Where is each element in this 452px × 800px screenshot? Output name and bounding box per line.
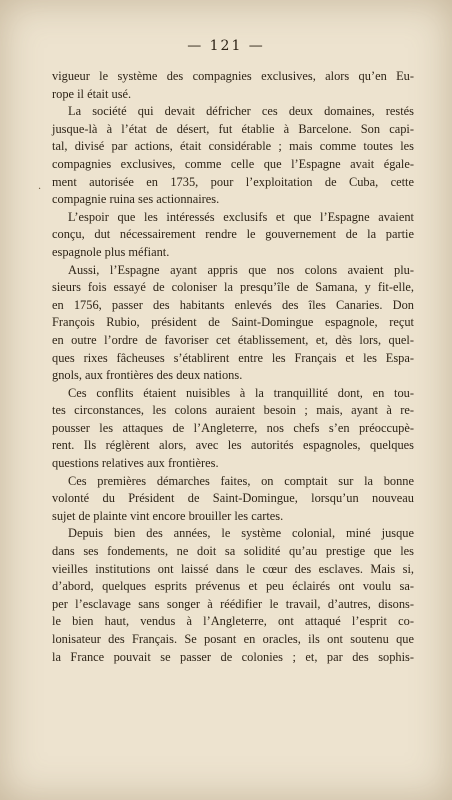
text-line: d’abord, quelques esprits prévenus et peu éclairés ont voulu sa- bbox=[52, 579, 414, 594]
page-number-header: — 121 — bbox=[187, 38, 265, 54]
text-line: L’espoir que les intéressés exclusifs et que l’Espagne avaient bbox=[68, 209, 414, 224]
text-line: compagnie ruina ses actionnaires. bbox=[52, 192, 220, 207]
text-line: en 1756, passer des habitants enlevés des îles Canaries. Don bbox=[52, 297, 414, 312]
text-line: tal, divisé par actions, était considérable ; mais comme toutes les bbox=[52, 139, 414, 154]
text-line: rent. Ils réglèrent alors, avec les autorités espagnoles, quelques bbox=[52, 438, 414, 453]
text-line: lonisateur des Français. Se posant en oracles, ils ont soutenu que bbox=[52, 632, 414, 646]
text-line: rope il était usé. bbox=[52, 86, 132, 101]
body-text bbox=[52, 68, 414, 666]
margin-mark: · bbox=[38, 184, 42, 195]
text-line: compagnies exclusives, comme celle que l’Espagne avait égale- bbox=[52, 156, 414, 171]
text-line: vieilles institutions ont laissé dans le cœur des esclaves. Mais si, bbox=[52, 561, 414, 576]
text-line: pousser les attaques de l’Angleterre, nos chefs s’en préoccupè- bbox=[52, 420, 414, 435]
text-line: le bien haut, vendus à l’Angleterre, ont attaqué l’esprit co- bbox=[52, 614, 414, 629]
text-line: vigueur le système des compagnies exclusives, alors qu’en Eu- bbox=[52, 69, 414, 83]
text-line: la France pouvait se passer de colonies ; et, par des sophis- bbox=[52, 649, 414, 664]
text-line: conçu, dut nécessairement rendre le gouvernement de la partie bbox=[52, 227, 414, 242]
text-line: ques rixes fâcheuses s’établirent entre les Français et les Espa- bbox=[52, 350, 414, 365]
text-line: Ces conflits étaient nuisibles à la tranquillité dont, en tou- bbox=[68, 385, 414, 400]
text-line: gnols, aux frontières des deux nations. bbox=[52, 368, 243, 383]
text-line: ment autorisée en 1735, pour l’exploitation de Cuba, cette bbox=[52, 174, 414, 189]
text-line: Depuis bien des années, le système colonial, miné jusque bbox=[68, 526, 414, 541]
text-line: volonté du Président de Saint-Domingue, lorsqu’un nouveau bbox=[52, 491, 414, 506]
text-line: questions relatives aux frontières. bbox=[52, 456, 219, 471]
text-line: jusque-là à l’état de désert, fut établie à Barcelone. Son capi- bbox=[52, 121, 414, 136]
text-line: en outre l’ordre de favoriser cet établissement, et, dès lors, quel- bbox=[52, 332, 414, 347]
text-line: tes circonstances, les colons auraient besoin ; mais, ayant à re- bbox=[52, 403, 414, 418]
text-line: Aussi, l’Espagne ayant appris que nos colons avaient plu- bbox=[68, 262, 414, 277]
text-line: La société qui devait défricher ces deux domaines, restés bbox=[68, 104, 414, 119]
text-line: Ces premières démarches faites, on comptait sur la bonne bbox=[68, 473, 414, 488]
text-line: sieurs fois essayé de coloniser la presqu’île de Samana, y fit-elle, bbox=[52, 280, 414, 295]
text-line: dans ses fondements, ne doit sa solidité qu’au prestige que les bbox=[52, 544, 414, 559]
text-line: per l’esclavage sans songer à réédifier le travail, d’autres, disons- bbox=[52, 596, 414, 611]
text-line: sujet de plainte vint encore brouiller les cartes. bbox=[52, 508, 284, 523]
text-line: François Rubio, président de Saint-Domingue espagnole, reçut bbox=[52, 315, 414, 330]
text-line: espagnole plus méfiant. bbox=[52, 244, 170, 259]
